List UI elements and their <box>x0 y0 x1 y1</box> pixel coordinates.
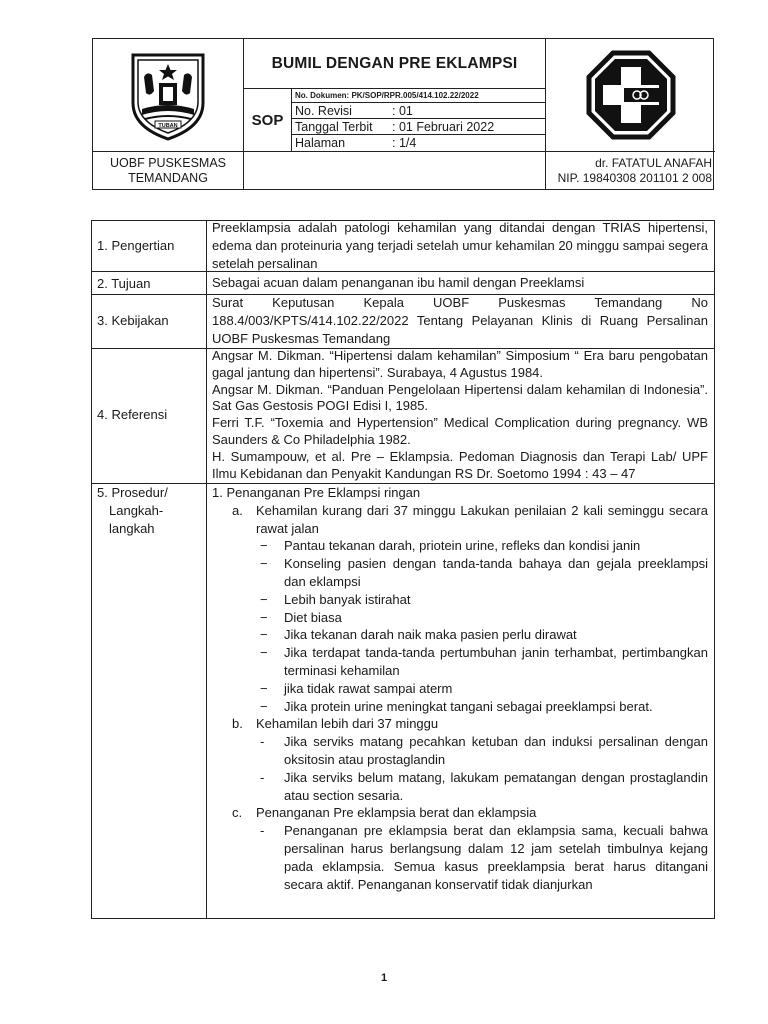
bullet-text: Pantau tekanan darah, priotein urine, refleks dan kondisi janin <box>284 538 641 554</box>
organization-line-1: UOBF PUSKESMAS <box>110 155 226 170</box>
doc-number: No. Dokumen: PK/SOP/RPR.005/414.102.22/2022 <box>292 89 545 103</box>
procedure-bullet <box>260 769 708 805</box>
procedure-bullet <box>260 555 708 591</box>
column-divider <box>206 221 207 918</box>
procedure-bullet <box>260 609 708 627</box>
bullet-marker: - <box>260 734 265 750</box>
issue-date-value: : 01 Februari 2022 <box>392 119 495 134</box>
bullet-marker: − <box>260 538 268 554</box>
row-label-tujuan: 2. Tujuan <box>97 276 151 291</box>
logo-ribbon-text: TUBAN <box>158 123 178 129</box>
page-value: : 1/4 <box>392 136 417 150</box>
row-label-kebijakan: 3. Kebijakan <box>97 313 169 328</box>
bullet-text: Jika terdapat tanda-tanda pertumbuhan janin terhambat, pertimbangkan terminasi kehamilan <box>284 645 708 678</box>
section-text: Penanganan Pre eklampsia berat dan eklampsia <box>256 805 537 821</box>
bullet-marker: − <box>260 627 268 643</box>
row-label-prosedur <box>97 484 168 537</box>
header-empty-cell <box>244 152 545 189</box>
section-marker: a. <box>232 502 243 518</box>
issue-date-row <box>292 119 545 135</box>
bullet-text: Jika protein urine meningkat tangani sebagai preeklampsi berat. <box>284 698 653 714</box>
bullet-text: Diet biasa <box>284 609 342 625</box>
procedure-section <box>232 502 708 538</box>
row-label-line: 5. Prosedur/ <box>97 485 168 500</box>
signer-name: dr. FATATUL ANAFAH <box>595 155 712 170</box>
document-title: BUMIL DENGAN PRE EKLAMPSI <box>244 39 545 89</box>
purpose-text: Sebagai acuan dalam penanganan ibu hamil dengan Preeklamsi <box>212 275 585 290</box>
bullet-marker: − <box>260 556 268 572</box>
page-label: Halaman <box>295 136 346 150</box>
header-middle <box>244 39 545 152</box>
organization-name <box>93 152 244 189</box>
right-logo-cell <box>545 39 715 152</box>
revision-row <box>292 103 545 119</box>
reference-item: H. Sumampouw, et al. Pre – Eklampsia. Pedoman Diagnosis dan Terapi Lab/ UPF Ilmu Kebidanan dan Penyakit Kandungan RS Dr. Soetomo 1994 : 43 – 47 <box>212 448 708 481</box>
policy-text: Surat Keputusan Kepala UOBF Puskesmas Temandang No 188.4/003/KPTS/414.102.22/2022 Tentang Pelayanan Klinis di Ruang Persalinan UOBF Puskesmas Temandang <box>212 295 708 346</box>
bullet-text: Jika tekanan darah naik maka pasien perlu dirawat <box>284 627 577 643</box>
procedure-bullet <box>260 591 708 609</box>
bullet-marker: - <box>260 769 265 785</box>
bullet-marker: - <box>260 823 265 839</box>
row-label-line: Langkah- <box>109 502 164 518</box>
revision-value: : 01 <box>392 103 413 118</box>
section-marker: b. <box>232 716 243 732</box>
reference-item: Ferri T.F. “Toxemia and Hypertension” Medical Complication during pregnancy. WB Saunders & Co Philadelphia 1982. <box>212 415 708 447</box>
page-number: 1 <box>380 972 388 984</box>
sop-content-table <box>91 220 715 919</box>
bullet-marker: − <box>260 609 268 625</box>
bullet-marker: − <box>260 645 268 661</box>
procedure-bullet <box>260 698 708 716</box>
section-marker: c. <box>232 805 243 821</box>
revision-label: No. Revisi <box>295 103 352 118</box>
procedure-bullet <box>260 626 708 644</box>
bullet-text: jika tidak rawat sampai aterm <box>284 680 453 696</box>
reference-item: Angsar M. Dikman. “Hipertensi dalam kehamilan” Simposium “ Era baru pengobatan gagal jantung dan hipertensi”. Surabaya, 4 Agustus 1984. <box>212 348 708 380</box>
bullet-text: Lebih banyak istirahat <box>284 591 411 607</box>
bullet-marker: − <box>260 698 268 714</box>
bullet-text: Jika serviks belum matang, lakukam pematangan dengan prostaglandin atau section sesaria. <box>284 769 708 803</box>
organization-line-2: TEMANDANG <box>128 170 208 185</box>
procedure-section <box>232 715 708 733</box>
row-label-referensi: 4. Referensi <box>97 407 168 422</box>
puskesmas-cross-logo-icon <box>586 50 676 140</box>
page-row <box>292 135 545 152</box>
sop-label: SOP <box>244 89 292 152</box>
row-label-pengertian: 1. Pengertian <box>97 238 175 253</box>
issue-date-label: Tanggal Terbit <box>295 119 373 134</box>
signer-block <box>545 152 715 189</box>
bullet-marker: − <box>260 680 268 696</box>
left-logo-cell <box>93 39 244 152</box>
section-text: Kehamilan lebih dari 37 minggu <box>256 716 439 732</box>
references-list <box>212 348 708 482</box>
procedure-section <box>232 804 708 822</box>
section-text: Kehamilan kurang dari 37 minggu Lakukan penilaian 2 kali seminggu secara rawat jalan <box>256 502 708 536</box>
procedure-content <box>212 484 708 893</box>
document-info <box>292 89 545 152</box>
procedure-bullet <box>260 733 708 769</box>
procedure-bullet <box>260 644 708 680</box>
bullet-text: Konseling pasien dengan tanda-tanda bahaya dan gejala preeklampsi dan eklampsi <box>284 556 708 589</box>
signer-nip: NIP. 19840308 201101 2 008 <box>557 170 712 185</box>
procedure-bullet <box>260 822 708 893</box>
sop-header <box>92 38 714 190</box>
bullet-text: Penanganan pre eklampsia berat dan eklampsia sama, kecuali bahwa persalinan harus berlangsung dalam 12 jam setelah timbulnya kejang pada eklampsia. Semua kasus preeklampsia berat harus ditangani secara aktif. Penanganan konservatif tidak dianjurkan <box>284 823 708 892</box>
procedure-bullet <box>260 537 708 555</box>
definition-text: Preeklampsia adalah patologi kehamilan yang ditandai dengan TRIAS hipertensi, edema dan proteinuria yang terjadi setelah umur kehamilan 20 minggu sampai segera setelah persalinan <box>212 220 708 271</box>
regency-coat-of-arms-icon <box>125 51 211 141</box>
bullet-text: Jika serviks matang pecahkan ketuban dan induksi persalinan dengan oksitosin atau prostaglandin <box>284 734 708 767</box>
procedure-bullet <box>260 680 708 698</box>
row-label-line: langkah <box>109 520 155 536</box>
procedure-heading: 1. Penanganan Pre Eklampsi ringan <box>212 485 421 500</box>
bullet-marker: − <box>260 591 268 607</box>
reference-item: Angsar M. Dikman. “Panduan Pengelolaan Hipertensi dalam kehamilan di Indonesia”. Sat Gas Gestosis POGI Edisi I, 1985. <box>212 381 708 414</box>
